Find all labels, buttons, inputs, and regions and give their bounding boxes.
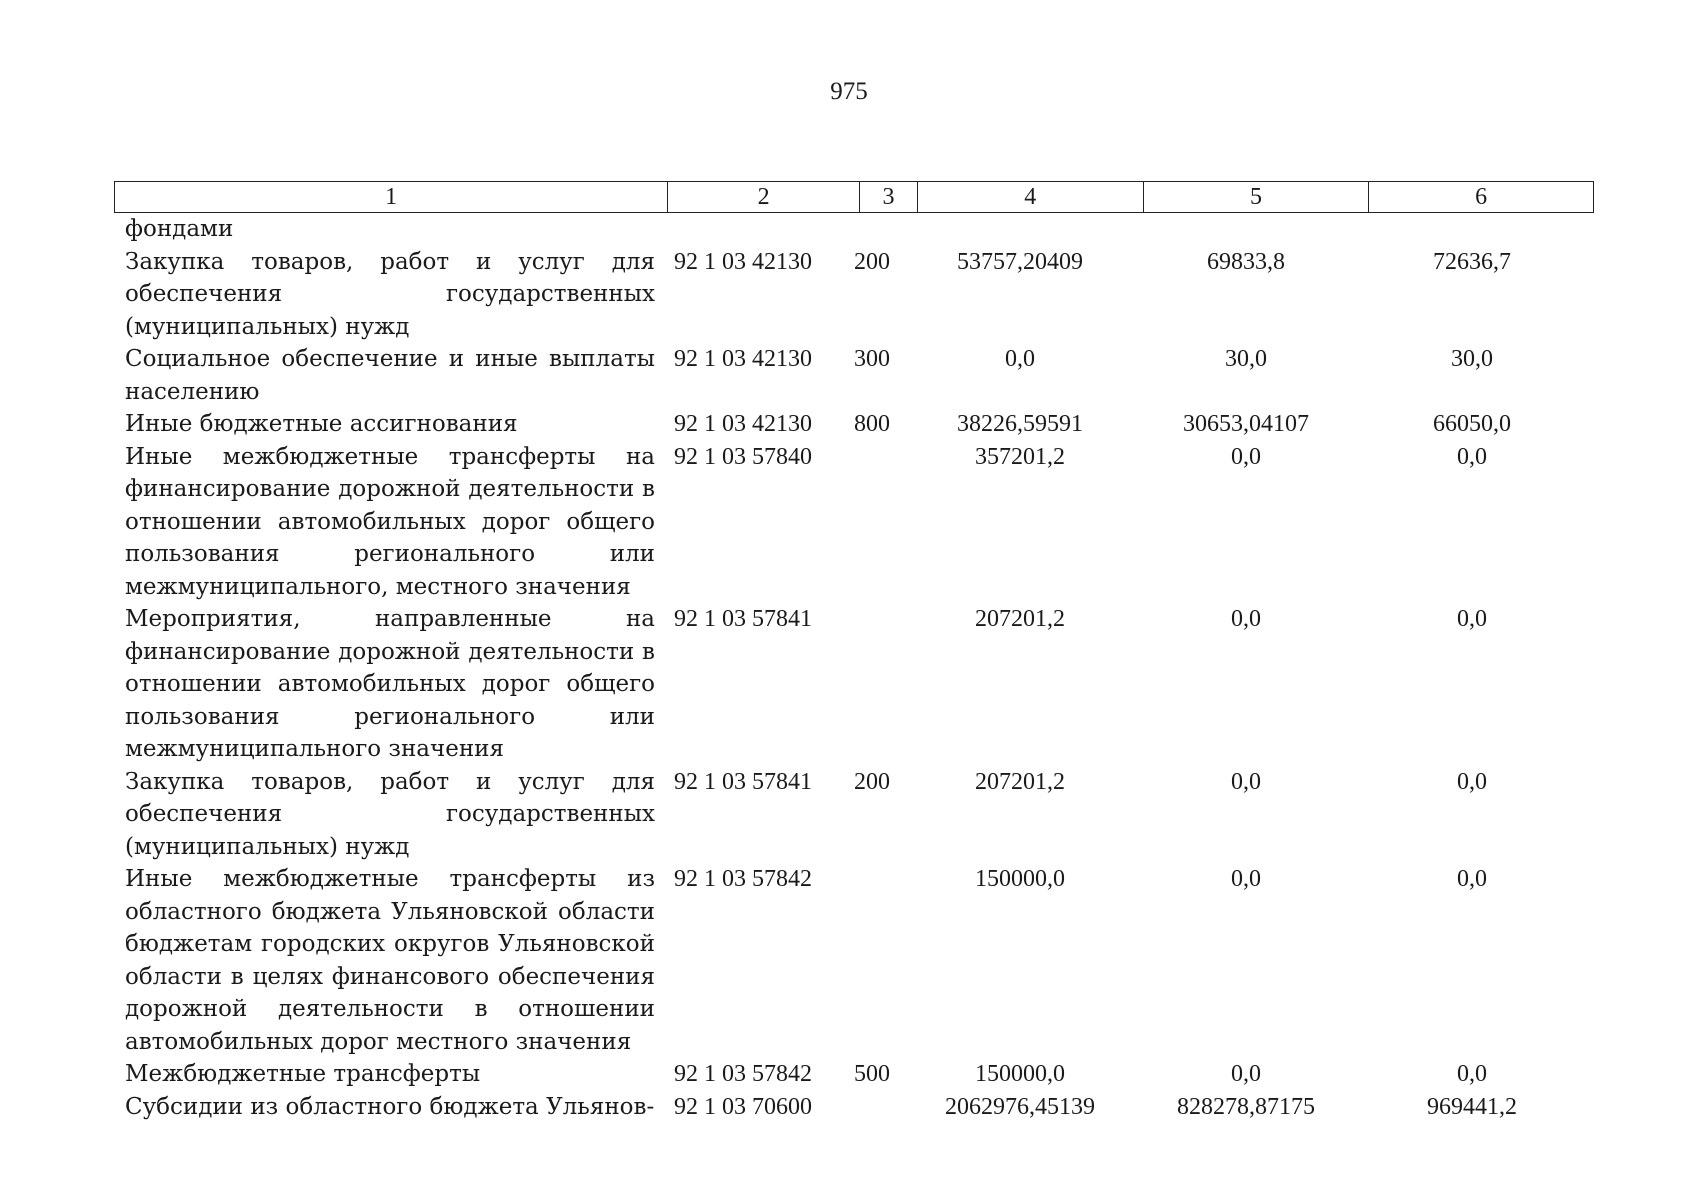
row-code: 92 1 03 42130 (674, 411, 812, 437)
row-description: Социальное обеспечение и иные выплаты населению (125, 346, 655, 405)
row-description: Межбюджетные трансферты (125, 1061, 481, 1087)
row-value-4: 53757,20409 (957, 248, 1083, 275)
table-row (125, 603, 1595, 766)
header-col-6: 6 (1475, 184, 1488, 210)
row-code: 92 1 03 57841 (674, 768, 812, 795)
row-value-6: 0,0 (1457, 866, 1487, 892)
row-value-4: 207201,2 (975, 768, 1065, 795)
table-row (125, 863, 1595, 1058)
row-description: Закупка товаров, работ и услуг для обеспечения государственных (муниципальных) нужд (125, 248, 655, 340)
row-description: Иные межбюджетные трансферты на финансирование дорожной деятельности в отношении автомобильных дорог общего пользования регионального или межмуниципального, местного значения (125, 443, 655, 600)
row-value-4: 150000,0 (975, 1061, 1065, 1087)
row-value-4: 2062976,45139 (945, 1093, 1095, 1120)
row-kind: 800 (854, 411, 890, 437)
row-value-5: 0,0 (1231, 443, 1261, 470)
table-row (125, 408, 1595, 441)
table-row (125, 246, 1595, 344)
row-kind: 200 (854, 248, 890, 275)
row-description: Иные бюджетные ассигнования (125, 411, 518, 437)
table-row (125, 1091, 1595, 1124)
table-body (125, 213, 1595, 1123)
header-col-3: 3 (860, 182, 918, 212)
row-value-6: 66050,0 (1433, 411, 1511, 437)
row-code: 92 1 03 70600 (674, 1093, 812, 1120)
row-value-5: 30653,04107 (1183, 411, 1309, 437)
table-row (125, 1058, 1595, 1091)
row-code: 92 1 03 42130 (674, 346, 812, 372)
row-value-5: 0,0 (1231, 768, 1261, 795)
table-row (125, 441, 1595, 604)
row-code: 92 1 03 57841 (674, 606, 812, 632)
row-value-6: 969441,2 (1427, 1093, 1517, 1120)
row-value-5: 69833,8 (1207, 248, 1285, 275)
row-kind: 200 (854, 768, 890, 795)
row-description: Иные межбюджетные трансферты из областного бюджета Ульяновской области бюджетам городских округов Ульяновской области в целях финансового обеспечения дорожной деятельности в отношении автомобильных дорог местного значения (125, 866, 655, 1055)
row-value-5: 30,0 (1225, 346, 1267, 372)
row-value-6: 72636,7 (1433, 248, 1511, 275)
row-value-6: 0,0 (1457, 606, 1487, 632)
row-value-4: 0,0 (1005, 346, 1035, 372)
row-value-5: 0,0 (1231, 606, 1261, 632)
table-row (125, 766, 1595, 864)
row-value-4: 150000,0 (975, 866, 1065, 892)
row-description: Мероприятия, направленные на финансирование дорожной деятельности в отношении автомобильных дорог общего пользования регионального или межмуниципального значения (125, 606, 655, 762)
row-kind: 500 (854, 1061, 890, 1087)
row-code: 92 1 03 57840 (674, 443, 812, 470)
row-value-5: 0,0 (1231, 866, 1261, 892)
row-kind: 300 (854, 346, 890, 372)
table-header (114, 181, 1594, 213)
row-value-6: 0,0 (1457, 443, 1487, 470)
row-value-4: 38226,59591 (957, 411, 1083, 437)
row-value-4: 207201,2 (975, 606, 1065, 632)
row-code: 92 1 03 42130 (674, 248, 812, 275)
header-col-2: 2 (668, 182, 860, 212)
row-value-6: 30,0 (1451, 346, 1493, 372)
table-row (125, 343, 1595, 408)
row-description: Субсидии из областного бюджета Ульянов- (125, 1093, 655, 1120)
row-description: фондами (125, 216, 234, 242)
header-col-4: 4 (918, 182, 1144, 212)
page-number: 975 (830, 78, 868, 105)
header-col-5: 5 (1144, 182, 1370, 212)
header-col-1: 1 (115, 182, 668, 212)
row-code: 92 1 03 57842 (674, 1061, 812, 1087)
row-value-5: 0,0 (1231, 1061, 1261, 1087)
row-value-6: 0,0 (1457, 1061, 1487, 1087)
row-value-4: 357201,2 (975, 443, 1065, 470)
row-value-6: 0,0 (1457, 768, 1487, 795)
table-row (125, 213, 1595, 246)
row-code: 92 1 03 57842 (674, 866, 812, 892)
row-description: Закупка товаров, работ и услуг для обеспечения государственных (муниципальных) нужд (125, 768, 655, 860)
row-value-5: 828278,87175 (1177, 1093, 1315, 1120)
